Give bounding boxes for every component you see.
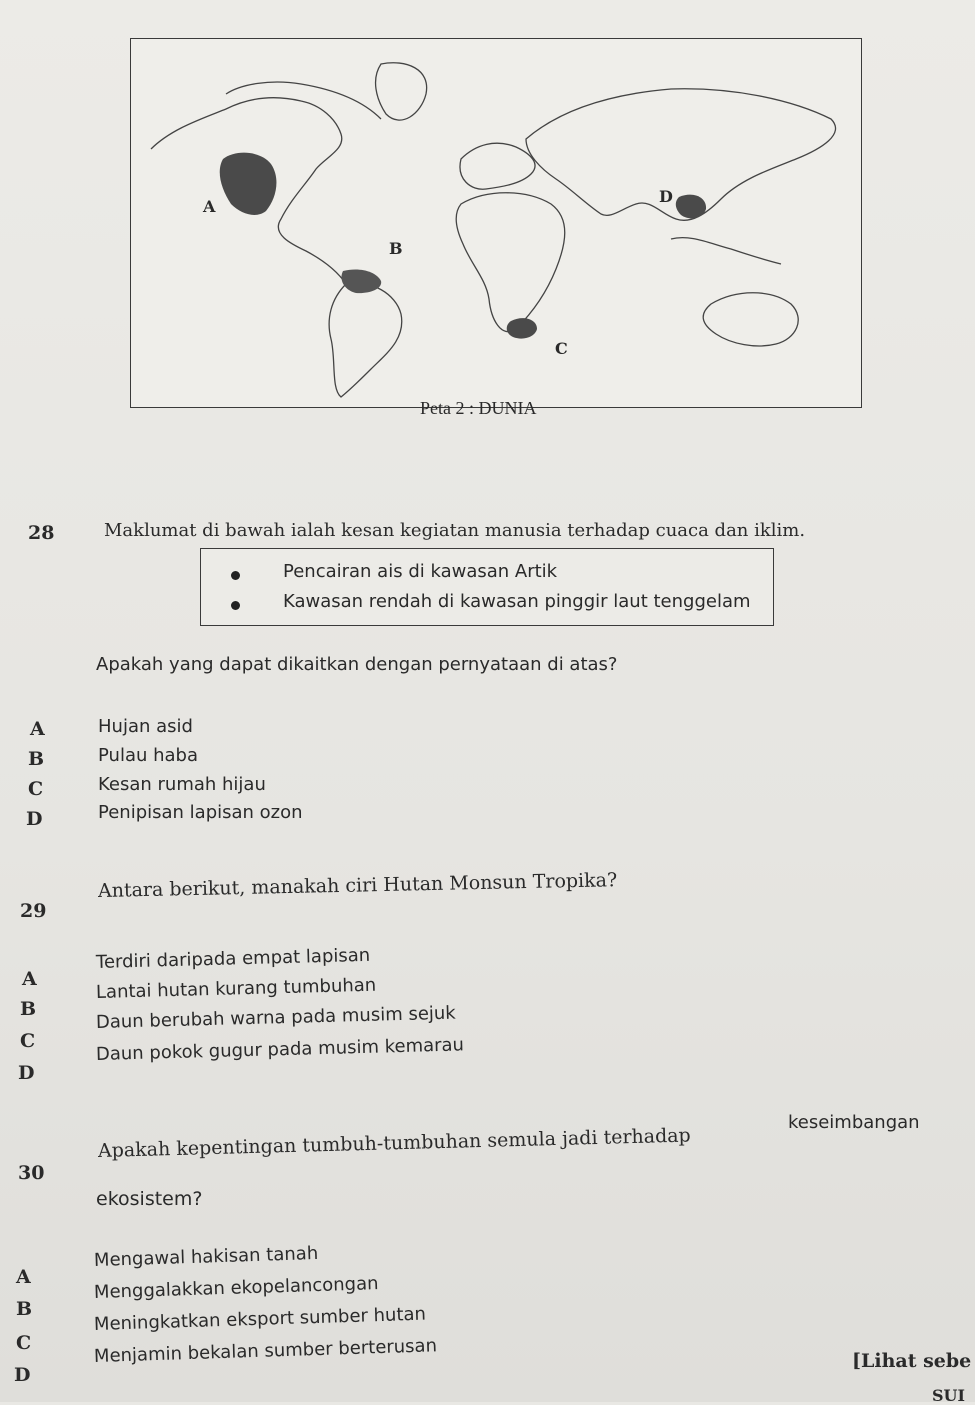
map-label-c: C bbox=[555, 339, 568, 358]
question-30-stem-word: keseimbangan bbox=[788, 1112, 920, 1133]
q29-option-a-letter: A bbox=[22, 968, 37, 990]
q28-option-c-text: Kesan rumah hijau bbox=[98, 774, 266, 795]
question-28-number: 28 bbox=[28, 522, 55, 544]
q30-option-b-letter: B bbox=[16, 1298, 33, 1320]
q29-option-c-letter: C bbox=[20, 1030, 36, 1052]
region-b-shade bbox=[341, 269, 381, 293]
q29-option-b-letter: B bbox=[20, 998, 37, 1020]
q29-option-a-text: Terdiri daripada empat lapisan bbox=[95, 944, 371, 973]
question-30-number: 30 bbox=[18, 1162, 45, 1184]
map-caption: Peta 2 : DUNIA bbox=[420, 398, 537, 418]
question-30-stem-line2: ekosistem? bbox=[96, 1188, 203, 1210]
q30-option-c-letter: C bbox=[16, 1332, 32, 1354]
q29-option-d-letter: D bbox=[18, 1062, 35, 1084]
question-29-stem: Antara berikut, manakah ciri Hutan Monsun Tropika? bbox=[97, 869, 618, 902]
region-c-shade bbox=[507, 318, 537, 338]
q28-option-b-letter: B bbox=[28, 748, 45, 770]
q28-option-b-text: Pulau haba bbox=[98, 745, 199, 766]
question-30-stem-line1: Apakah kepentingan tumbuh-tumbuhan semula jadi terhadap bbox=[97, 1124, 691, 1162]
info-box bbox=[200, 548, 774, 626]
map-label-b: B bbox=[389, 239, 403, 258]
region-a-shade bbox=[220, 153, 277, 215]
world-map bbox=[130, 38, 862, 408]
info-item-1: Pencairan ais di kawasan Artik bbox=[283, 561, 558, 582]
region-d-shade bbox=[676, 195, 706, 219]
q28-option-d-letter: D bbox=[26, 808, 43, 830]
q28-option-d-text: Penipisan lapisan ozon bbox=[98, 802, 303, 823]
q28-option-a-text: Hujan asid bbox=[98, 716, 193, 737]
q29-option-c-text: Daun berubah warna pada musim sejuk bbox=[95, 1002, 456, 1033]
footer-code: SUI bbox=[932, 1386, 965, 1405]
q30-option-a-text: Mengawal hakisan tanah bbox=[93, 1242, 319, 1271]
q30-option-b-text: Menggalakkan ekopelancongan bbox=[93, 1273, 379, 1303]
bullet-icon bbox=[231, 571, 240, 580]
bullet-icon bbox=[231, 601, 240, 610]
map-label-a: A bbox=[203, 197, 216, 216]
q28-option-a-letter: A bbox=[30, 718, 45, 740]
info-item-2: Kawasan rendah di kawasan pinggir laut tenggelam bbox=[283, 591, 751, 612]
world-map-drawing bbox=[131, 39, 861, 407]
q30-option-c-text: Meningkatkan eksport sumber hutan bbox=[93, 1303, 427, 1335]
q28-option-c-letter: C bbox=[28, 778, 44, 800]
q30-option-d-text: Menjamin bekalan sumber berterusan bbox=[93, 1335, 438, 1367]
footer-note: [Lihat sebe bbox=[852, 1350, 972, 1372]
q29-option-d-text: Daun pokok gugur pada musim kemarau bbox=[95, 1034, 465, 1065]
map-label-d: D bbox=[659, 187, 673, 206]
q30-option-a-letter: A bbox=[16, 1266, 31, 1288]
question-28-stem: Maklumat di bawah ialah kesan kegiatan manusia terhadap cuaca dan iklim. bbox=[104, 520, 806, 541]
q29-option-b-text: Lantai hutan kurang tumbuhan bbox=[95, 974, 377, 1003]
question-28-prompt: Apakah yang dapat dikaitkan dengan pernyataan di atas? bbox=[96, 654, 618, 675]
q30-option-d-letter: D bbox=[14, 1364, 31, 1386]
question-29-number: 29 bbox=[20, 900, 47, 922]
